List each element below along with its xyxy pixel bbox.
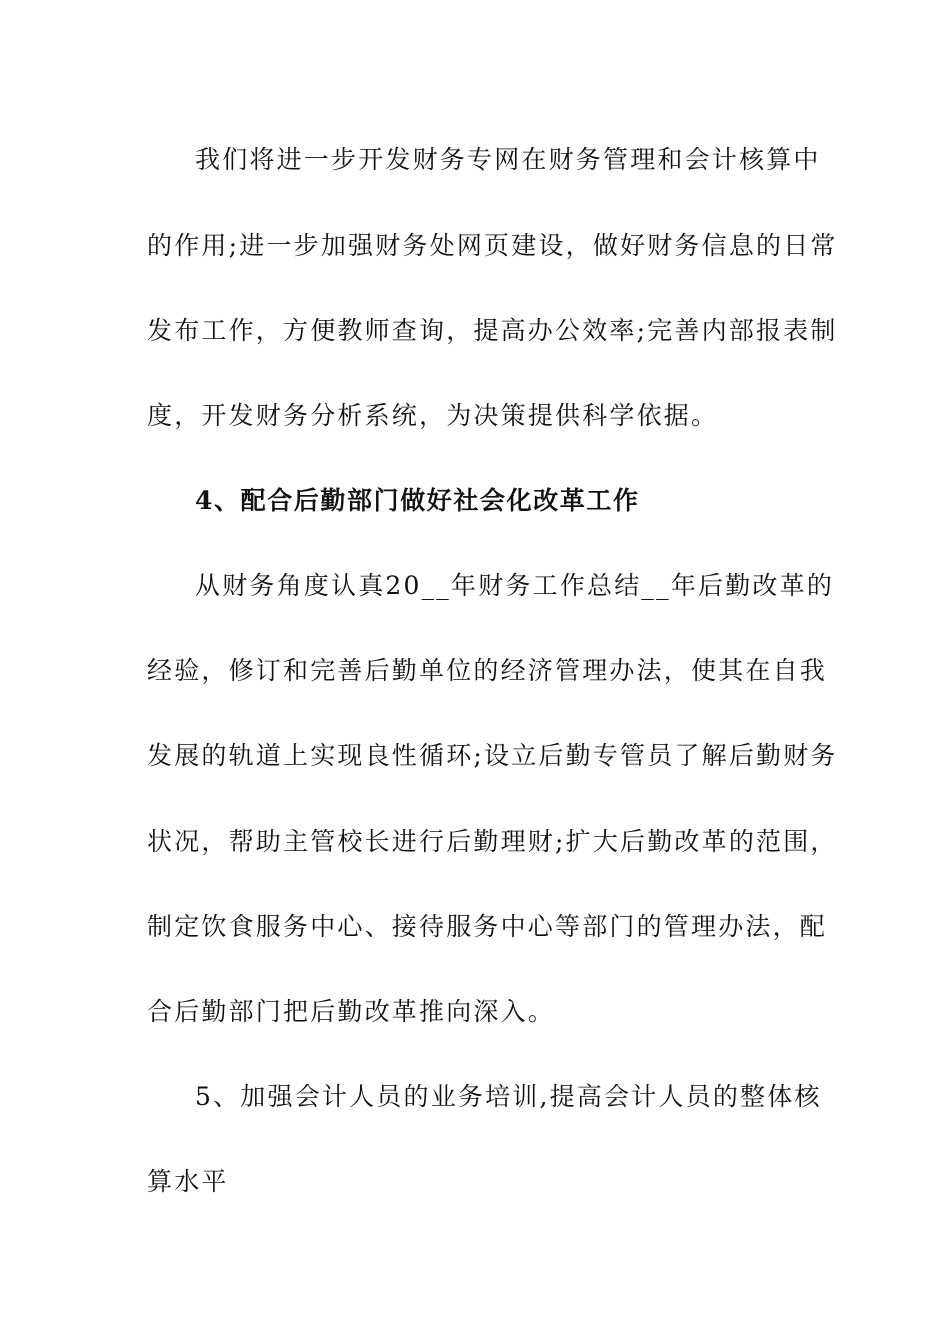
paragraph-line: 发展的轨道上实现良性循环;设立后勤专管员了解后勤财务: [147, 741, 838, 770]
paragraph-line: 度，开发财务分析系统，为决策提供科学依据。: [147, 401, 719, 430]
section-heading-line: 5、加强会计人员的业务培训,提高会计人员的整体核: [195, 1082, 822, 1111]
paragraph-line: 经验，修订和完善后勤单位的经济管理办法，使其在自我: [147, 656, 828, 685]
paragraph-line: 我们将进一步开发财务专网在财务管理和会计核算中: [195, 145, 821, 174]
paragraph-line: 发布工作，方便教师查询，提高办公效率;完善内部报表制: [147, 316, 838, 345]
paragraph-line: 的作用;进一步加强财务处网页建设，做好财务信息的日常: [147, 231, 838, 260]
paragraph-line: 状况，帮助主管校长进行后勤理财;扩大后勤改革的范围，: [147, 827, 838, 856]
section-heading-line: 算水平: [147, 1167, 229, 1196]
paragraph-line: 制定饮食服务中心、接待服务中心等部门的管理办法，配: [147, 912, 828, 941]
section-heading: 4、配合后勤部门做好社会化改革工作: [195, 486, 640, 515]
paragraph-line: 合后勤部门把后勤改革推向深入。: [147, 997, 556, 1026]
paragraph-line: 从财务角度认真20__年财务工作总结__年后勤改革的: [195, 571, 835, 600]
